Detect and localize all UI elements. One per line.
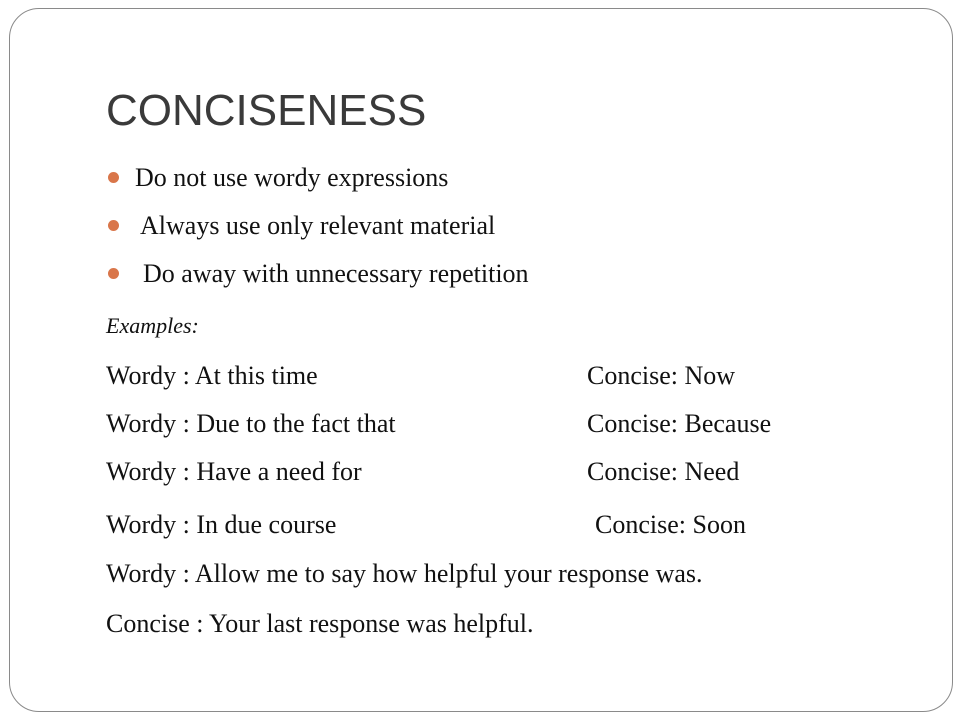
concise-text: Concise: Soon [595, 510, 746, 539]
sentence-concise: Concise : Your last response was helpful. [106, 609, 534, 638]
bullet-text: Do away with unnecessary repetition [143, 259, 529, 288]
bullet-text: Do not use wordy expressions [135, 163, 449, 192]
bullet-dot-icon [108, 172, 119, 183]
bullet-dot-icon [108, 220, 119, 231]
wordy-text: Wordy : At this time [106, 361, 318, 390]
bullet-dot-icon [108, 268, 119, 279]
wordy-text: Wordy : Due to the fact that [106, 409, 396, 438]
examples-label: Examples: [106, 313, 199, 338]
wordy-text: Wordy : Have a need for [106, 457, 362, 486]
wordy-text: Wordy : In due course [106, 510, 337, 539]
sentence-wordy: Wordy : Allow me to say how helpful your response was. [106, 559, 703, 588]
concise-text: Concise: Need [587, 457, 740, 486]
concise-text: Concise: Because [587, 409, 772, 438]
concise-text: Concise: Now [587, 361, 736, 390]
bullet-text: Always use only relevant material [140, 211, 496, 240]
slide-title: CONCISENESS [106, 86, 427, 135]
